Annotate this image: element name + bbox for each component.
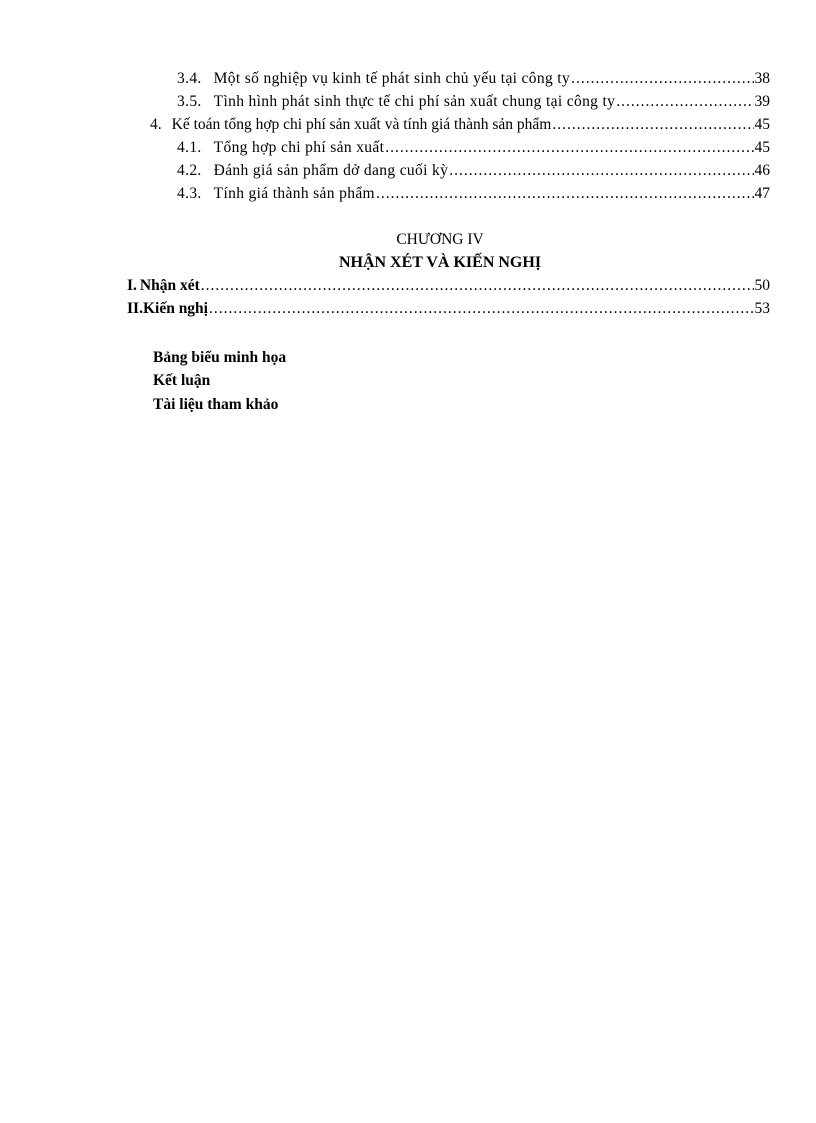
toc-entry-page: 50	[754, 277, 770, 294]
toc-entry-4-1	[177, 137, 770, 159]
toc-entry-3-4	[177, 68, 770, 90]
toc-entry-title: Kiến nghị	[142, 300, 208, 317]
toc-entry-title: Nhận xét	[139, 277, 200, 294]
dot-leader	[616, 91, 753, 113]
toc-entry-title: Tình hình phát sinh thực tế chi phí sản xuất chung tại công ty	[213, 93, 616, 110]
extra-ket-luan: Kết luận	[153, 372, 211, 389]
chapter-title: NHẬN XÉT VÀ KIẾN NGHỊ	[338, 254, 542, 271]
extra-bang-bieu: Bảng biểu minh họa	[153, 349, 287, 366]
dot-leader	[571, 68, 753, 90]
toc-entry-number: 4.1.	[177, 139, 202, 156]
toc-entry-number: 4.2.	[177, 162, 202, 179]
toc-entry-4-3	[177, 183, 770, 205]
toc-entry-page: 38	[754, 70, 770, 87]
toc-entry-page: 39	[754, 93, 770, 110]
dot-leader	[449, 160, 753, 182]
toc-entry-number: I.	[127, 277, 137, 294]
toc-entry-nhan-xet	[127, 275, 770, 297]
dot-leader	[376, 183, 754, 205]
toc-entry-title: Đánh giá sản phẩm dở dang cuối kỳ	[213, 162, 449, 179]
toc-entry-4	[150, 114, 770, 136]
toc-entry-kien-nghi	[127, 298, 770, 320]
toc-entry-page: 46	[754, 162, 770, 179]
toc-entry-title: Tính giá thành sản phẩm	[213, 185, 375, 202]
toc-entry-title: Tổng hợp chi phí sản xuất	[213, 139, 385, 156]
toc-entry-number: 4.3.	[177, 185, 202, 202]
toc-entry-page: 53	[754, 300, 770, 317]
toc-entry-number: 3.4.	[177, 70, 202, 87]
toc-entry-title: Một số nghiệp vụ kinh tế phát sinh chủ yếu tại công ty	[213, 70, 571, 87]
toc-entry-number: II.	[127, 300, 143, 317]
dot-leader	[385, 137, 753, 159]
chapter-label: CHƯƠNG IV	[396, 231, 484, 248]
toc-entry-title: Kế toán tổng hợp chi phí sản xuất và tính giá thành sản phẩm	[171, 116, 552, 133]
toc-entry-page: 47	[754, 185, 770, 202]
dot-leader	[209, 298, 754, 320]
extra-tai-lieu: Tài liệu tham khảo	[153, 396, 279, 413]
dot-leader	[201, 275, 754, 297]
toc-entry-3-5	[177, 91, 770, 113]
toc-entry-4-2	[177, 160, 770, 182]
toc-entry-number: 4.	[150, 116, 162, 133]
toc-entry-number: 3.5.	[177, 93, 202, 110]
dot-leader	[552, 114, 753, 136]
toc-entry-page: 45	[754, 116, 770, 133]
toc-entry-page: 45	[754, 139, 770, 156]
